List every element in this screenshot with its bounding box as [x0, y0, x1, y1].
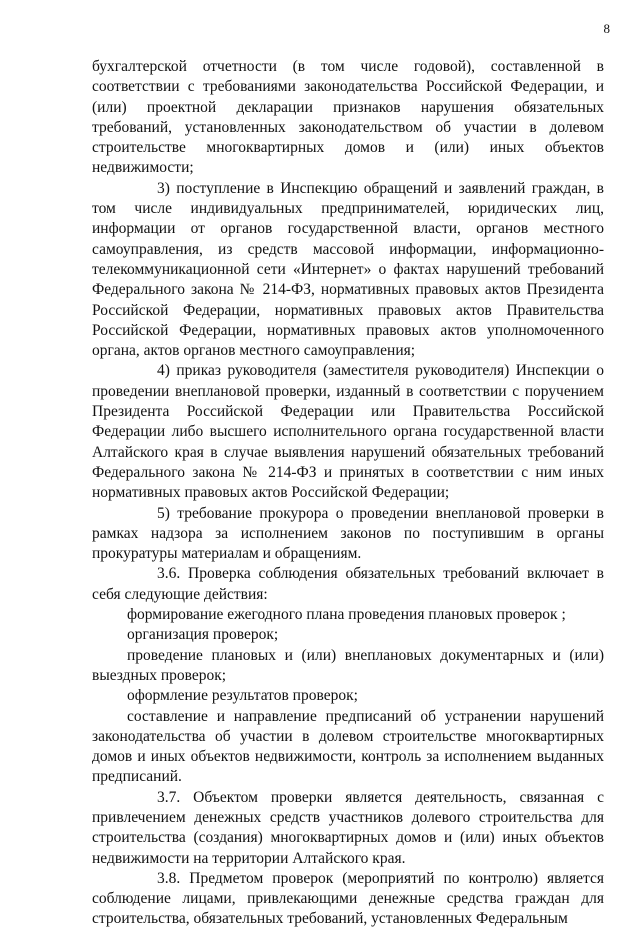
paragraph-3-7: 3.7. Объектом проверки является деятельность, связанная с привлечением денежных средств участников долевого строительства для строительства (создания) многоквартирных домов и (или) иных объектов недвижимости на территории Алтайского края.: [92, 788, 604, 867]
paragraph-3-6: 3.6. Проверка соблюдения обязательных требований включает в себя следующие действия:: [92, 565, 604, 603]
paragraph-item-5: 5) требование прокурора о проведении внеплановой проверки в рамках надзора за исполнением законов по поступившим в органы прокуратуры материалам и обращениям.: [92, 504, 604, 563]
list-item-results: оформление результатов проверок;: [127, 687, 358, 705]
paragraph-item-3: 3) поступление в Инспекцию обращений и заявлений граждан, в том числе индивидуальных предпринимателей, юридических лиц, информации от органов государственной власти, органов местного самоуправления, из средств массовой информации, информационно-телекоммуникационной сети «Интернет» о фактах нарушений требований Федерального закона № 214-ФЗ, нормативных правовых актов Президента Российской Федерации, нормативных правовых актов Правительства Российской Федерации, нормативных правовых актов уполномоченного органа, актов органов местного самоуправления;: [92, 179, 604, 360]
page-number: 8: [603, 21, 610, 36]
list-item-prescriptions: составление и направление предписаний об устранении нарушений законодательства об участии в долевом строительстве многоквартирных домов и иных объектов недвижимости, контроль за исполнением выданных предписаний.: [92, 707, 604, 786]
paragraph-continuation: бухгалтерской отчетности (в том числе годовой), составленной в соответствии с требованиями законодательства Российской Федерации, и (или) проектной декларации признаков нарушения обязательных требований, установленных законодательством об участии в долевом строительстве многоквартирных домов и (или) иных объектов недвижимости;: [92, 58, 604, 177]
paragraph-item-4: 4) приказ руководителя (заместителя руководителя) Инспекции о проведении внеплановой проверки, изданный в соответствии с поручением Президента Российской Федерации или Правительства Российской Федерации либо высшего исполнительного органа государственной власти Алтайского края в случае выявления нарушений обязательных требований Федерального закона № 214-ФЗ и принятых в соответствии с ним иных нормативных правовых актов Российской Федерации;: [92, 362, 604, 502]
paragraph-3-8: 3.8. Предметом проверок (мероприятий по контролю) является соблюдение лицами, привлекающими денежные средства граждан для строительства, обязательных требований, установленных Федеральным: [92, 869, 604, 928]
list-item-organization: организация проверок;: [127, 626, 279, 644]
list-item-plan: формирование ежегодного плана проведения плановых проверок ;: [127, 606, 566, 624]
list-item-inspections: проведение плановых и (или) внеплановых документарных и (или) выездных проверок;: [92, 646, 604, 684]
document-body: [92, 57, 604, 930]
